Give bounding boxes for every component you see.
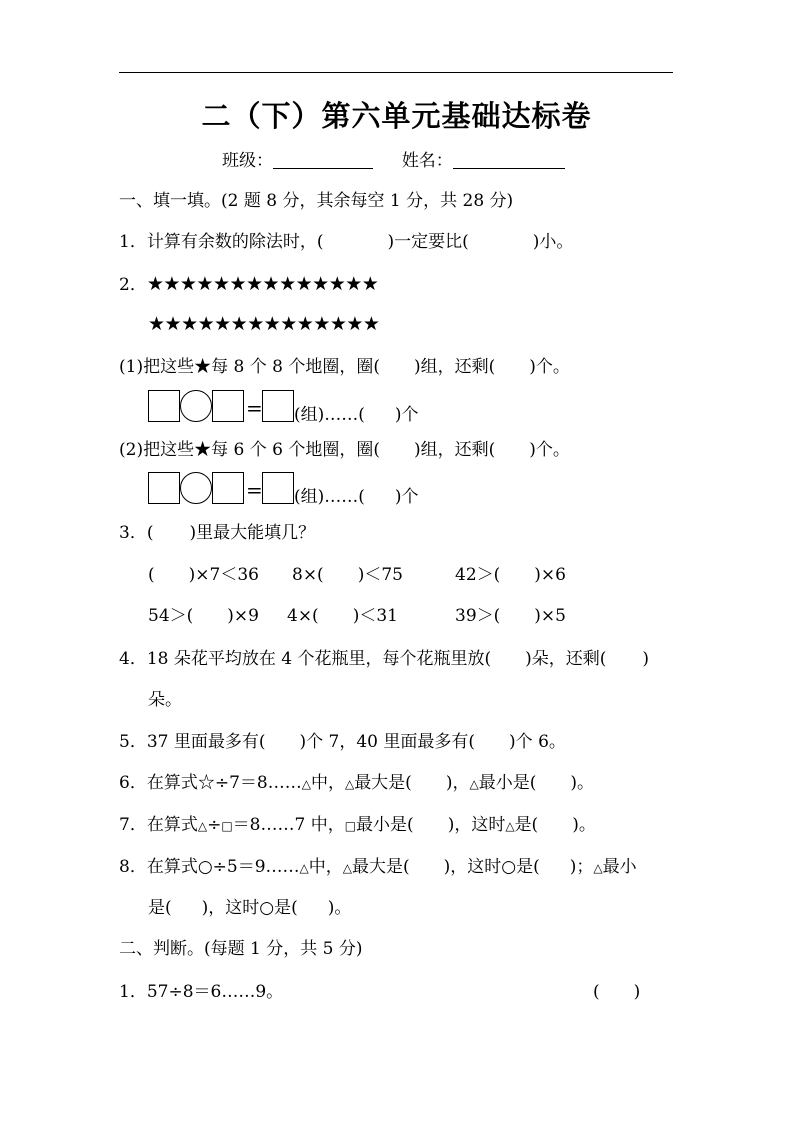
- answer-box[interactable]: [212, 390, 244, 422]
- question-text: )朵，还剩(: [525, 649, 607, 669]
- question-text: )个: [394, 405, 419, 425]
- q3-item: ( )×7＜36: [148, 565, 259, 585]
- judge-bracket[interactable]: [593, 981, 640, 1003]
- question-text: )，这时: [447, 815, 506, 835]
- question-text: )个 7，40 里面最多有(: [299, 732, 476, 752]
- top-rule: [119, 72, 673, 73]
- question-text: )组，还剩(: [413, 357, 496, 377]
- class-label: 班级：: [222, 151, 273, 171]
- small-triangle-icon: △: [469, 777, 479, 791]
- question-text: )个: [394, 487, 419, 507]
- q3-item: 54＞( )×9: [148, 606, 259, 626]
- answer-box[interactable]: [148, 472, 180, 504]
- small-square-icon: □: [221, 819, 233, 833]
- name-field[interactable]: [453, 152, 565, 169]
- small-triangle-icon: △: [299, 861, 309, 875]
- question-text: 最大是(: [352, 857, 410, 877]
- question-text: 最小是(: [356, 815, 414, 835]
- question-text: )个 6。: [509, 732, 566, 752]
- equation-tail: [294, 486, 419, 508]
- question-3: [119, 522, 315, 544]
- question-8: [119, 856, 637, 879]
- equals-sign: =: [246, 396, 263, 420]
- question-text: 37 里面最多有(: [146, 732, 266, 752]
- question-text: )，这时○是(: [443, 857, 540, 877]
- question-text: 在算式○÷5＝9……: [146, 857, 300, 877]
- question-2-stars-2: [148, 313, 379, 336]
- question-1: [119, 231, 573, 253]
- question-2: [119, 273, 378, 296]
- question-8-cont: [148, 897, 351, 919]
- question-text: )。: [570, 773, 594, 793]
- question-text: 在算式☆÷7＝8……: [146, 773, 302, 793]
- q3-item: 42＞( )×6: [455, 565, 566, 585]
- question-number: 3．: [119, 523, 147, 543]
- question-text: ): [642, 649, 650, 669]
- judge-question-1: [119, 981, 283, 1003]
- small-square-icon: □: [344, 819, 357, 833]
- question-text: ＝8……7 中，: [232, 815, 345, 835]
- question-text: 计算有余数的除法时，(: [146, 232, 324, 252]
- name-label: 姓名：: [401, 151, 453, 171]
- question-text: ÷: [207, 815, 222, 835]
- q3-item: 4×( )＜31: [287, 606, 398, 626]
- question-text: 中，: [308, 857, 343, 877]
- class-name-row: [222, 150, 565, 172]
- question-text: 18 朵花平均放在 4 个花瓶里，每个花瓶里放(: [146, 649, 492, 669]
- question-text: (: [593, 982, 600, 1002]
- question-number: 2．: [119, 275, 147, 295]
- star-row: ★★★★★★★★★★★★★★: [148, 313, 380, 335]
- operator-circle[interactable]: [180, 390, 212, 422]
- question-number: 5．: [119, 732, 147, 752]
- answer-box[interactable]: [262, 390, 294, 422]
- question-text: (: [146, 523, 154, 543]
- question-5: [119, 731, 566, 753]
- question-number: 1．: [119, 982, 147, 1002]
- class-field[interactable]: [273, 152, 373, 169]
- small-triangle-icon: △: [344, 777, 355, 791]
- small-triangle-icon: △: [505, 819, 515, 833]
- question-text: )。: [572, 815, 596, 835]
- question-text: )组，还剩(: [413, 440, 496, 460]
- question-text: )小。: [532, 232, 574, 252]
- question-2-part-1: [119, 356, 570, 378]
- question-text: (组)……(: [294, 405, 365, 425]
- question-text: )里最大能填几？: [189, 523, 316, 543]
- question-text: )一定要比(: [387, 232, 469, 252]
- small-triangle-icon: △: [342, 861, 353, 875]
- question-7: [119, 814, 596, 837]
- question-text: (2)把这些★每 6 个 6 个地圈，圈(: [119, 440, 380, 460]
- equals-sign: =: [246, 478, 263, 502]
- question-4: [119, 648, 649, 670]
- question-number: 1．: [119, 232, 147, 252]
- small-triangle-icon: △: [197, 819, 208, 833]
- small-triangle-icon: △: [301, 777, 311, 791]
- question-text: )，: [445, 773, 470, 793]
- q3-item: 39＞( )×5: [455, 606, 566, 626]
- star-row: ★★★★★★★★★★★★★★: [146, 273, 379, 295]
- question-text: 在算式: [146, 815, 198, 835]
- question-4-cont: 朵。: [148, 690, 182, 710]
- question-6: [119, 772, 594, 795]
- question-text: 中，: [310, 773, 345, 793]
- question-text: ): [633, 982, 641, 1002]
- question-number: 7．: [119, 815, 147, 835]
- question-number: 8．: [119, 857, 147, 877]
- question-text: 57÷8＝6……9。: [146, 982, 284, 1002]
- question-text: )，这时○是(: [201, 898, 298, 918]
- operator-circle[interactable]: [180, 472, 212, 504]
- question-number: 6．: [119, 773, 147, 793]
- question-2-part-2: [119, 439, 570, 461]
- question-text: )个。: [529, 357, 570, 377]
- answer-box[interactable]: [262, 472, 294, 504]
- question-text: (组)……(: [294, 487, 365, 507]
- question-text: 是(: [148, 898, 172, 918]
- section1-heading: 一、填一填。(2 题 8 分，其余每空 1 分，共 28 分): [119, 191, 514, 211]
- answer-box[interactable]: [148, 390, 180, 422]
- question-text: (1)把这些★每 8 个 8 个地圈，圈(: [119, 357, 380, 377]
- question-text: 最小: [602, 857, 637, 877]
- page-title: 二（下）第六单元基础达标卷: [201, 99, 592, 133]
- section2-heading: 二、判断。(每题 1 分，共 5 分): [119, 939, 363, 959]
- question-text: )。: [327, 898, 352, 918]
- question-text: 最大是(: [354, 773, 412, 793]
- question-text: )；: [569, 857, 594, 877]
- question-text: )个。: [529, 440, 570, 460]
- q3-item: 8×( )＜75: [292, 565, 403, 585]
- equation-tail: [294, 404, 419, 426]
- answer-box[interactable]: [212, 472, 244, 504]
- question-text: 最小是(: [478, 773, 537, 793]
- question-text: 是(: [514, 815, 539, 835]
- question-number: 4．: [119, 649, 147, 669]
- small-triangle-icon: △: [593, 861, 603, 875]
